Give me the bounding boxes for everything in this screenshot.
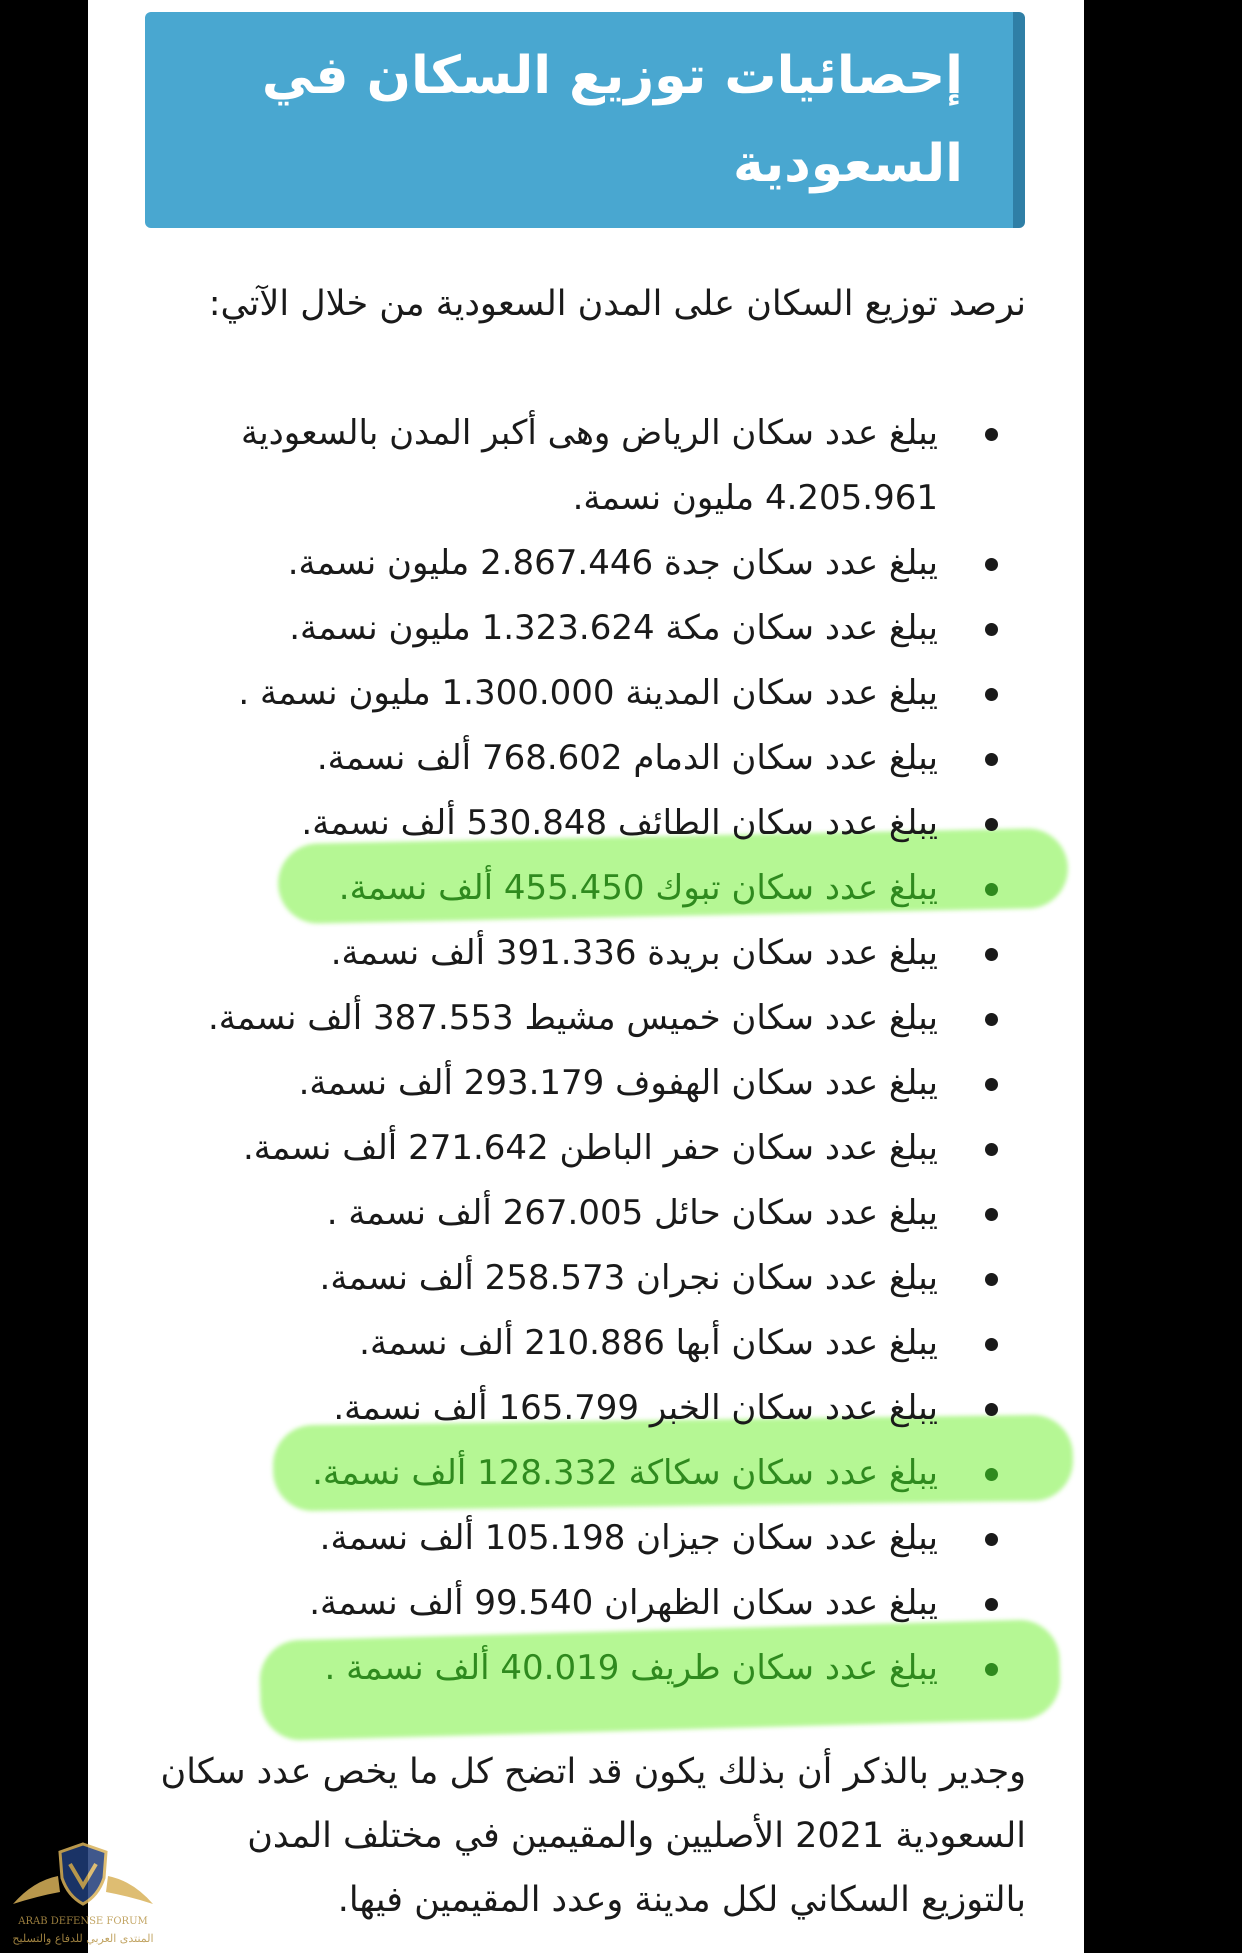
list-item <box>128 921 1026 986</box>
list-item-text: يبلغ عدد سكان سكاكة 128.332 ألف نسمة. <box>312 1453 938 1493</box>
list-item <box>128 1506 1026 1571</box>
bullet-icon <box>985 1078 998 1091</box>
bullet-icon <box>985 688 998 701</box>
list-item-text: يبلغ عدد سكان المدينة 1.300.000 مليون نسمة . <box>238 673 938 713</box>
list-item <box>128 1051 1026 1116</box>
bullet-icon <box>985 753 998 766</box>
watermark-line-2: المنتدى العربي للدفاع والتسليح <box>12 1932 154 1945</box>
list-item <box>128 596 1026 661</box>
list-item-text: يبلغ عدد سكان الهفوف 293.179 ألف نسمة. <box>298 1063 938 1103</box>
list-item-text: يبلغ عدد سكان تبوك 455.450 ألف نسمة. <box>338 868 938 908</box>
bullet-icon <box>985 1663 998 1676</box>
list-item <box>128 401 1026 531</box>
list-item-text: يبلغ عدد سكان حفر الباطن 271.642 ألف نسمة. <box>242 1128 938 1168</box>
list-item <box>128 1376 1026 1441</box>
list-item <box>128 661 1026 726</box>
bullet-icon <box>985 1273 998 1286</box>
bullet-icon <box>985 1143 998 1156</box>
list-item <box>128 986 1026 1051</box>
bullet-icon <box>985 1598 998 1611</box>
list-item-text: يبلغ عدد سكان أبها 210.886 ألف نسمة. <box>359 1323 938 1363</box>
bullet-icon <box>985 1468 998 1481</box>
forum-watermark-logo <box>8 1836 158 1951</box>
list-item-text: يبلغ عدد سكان خميس مشيط 387.553 ألف نسمة. <box>207 998 938 1038</box>
list-item <box>128 1116 1026 1181</box>
bullet-icon <box>985 1403 998 1416</box>
list-item <box>128 726 1026 791</box>
list-item-text: يبلغ عدد سكان جدة 2.867.446 مليون نسمة. <box>287 543 938 583</box>
list-item-text: يبلغ عدد سكان مكة 1.323.624 مليون نسمة. <box>289 608 938 648</box>
bullet-icon <box>985 818 998 831</box>
list-item <box>128 1181 1026 1246</box>
bullet-icon <box>985 1533 998 1546</box>
list-item-text: يبلغ عدد سكان طريف 40.019 ألف نسمة . <box>324 1648 938 1688</box>
watermark-line-1: ARAB DEFENSE FORUM <box>18 1916 148 1927</box>
list-item-text: يبلغ عدد سكان الطائف 530.848 ألف نسمة. <box>301 803 938 843</box>
list-item-text: يبلغ عدد سكان الدمام 768.602 ألف نسمة. <box>316 738 938 778</box>
list-item <box>128 791 1026 856</box>
bullet-icon <box>985 948 998 961</box>
list-item-text: يبلغ عدد سكان نجران 258.573 ألف نسمة. <box>319 1258 938 1298</box>
closing-paragraph: وجدير بالذكر أن بذلك يكون قد اتضح كل ما يخص عدد سكان السعودية 2021 الأصليين والمقيمين في مختلف المدن بالتوزيع السكاني لكل مدينة وعدد المقيمين فيها. <box>160 1752 1026 1920</box>
list-item-text: يبلغ عدد سكان حائل 267.005 ألف نسمة . <box>326 1193 938 1233</box>
list-item <box>128 1311 1026 1376</box>
bullet-icon <box>985 1338 998 1351</box>
list-item <box>128 1441 1026 1506</box>
intro-paragraph: نرصد توزيع السكان على المدن السعودية من خلال الآتي: <box>208 284 1026 324</box>
city-population-list <box>128 401 1026 1701</box>
bullet-icon <box>985 428 998 441</box>
bullet-icon <box>985 1013 998 1026</box>
list-item-text: يبلغ عدد سكان الظهران 99.540 ألف نسمة. <box>309 1583 938 1623</box>
list-item-text: يبلغ عدد سكان بريدة 391.336 ألف نسمة. <box>330 933 938 973</box>
list-item <box>128 1246 1026 1311</box>
list-item <box>128 856 1026 921</box>
title-banner <box>145 12 1025 228</box>
list-item-text: يبلغ عدد سكان الرياض وهى أكبر المدن بالسعودية 4.205.961 مليون نسمة. <box>240 413 938 518</box>
list-item <box>128 1571 1026 1636</box>
shield-wings-icon <box>8 1836 158 1916</box>
bullet-icon <box>985 558 998 571</box>
bullet-icon <box>985 883 998 896</box>
page-title: إحصائيات توزيع السكان في السعودية <box>261 46 963 194</box>
list-item-text: يبلغ عدد سكان جيزان 105.198 ألف نسمة. <box>319 1518 938 1558</box>
list-item <box>128 531 1026 596</box>
list-item-text: يبلغ عدد سكان الخبر 165.799 ألف نسمة. <box>333 1388 938 1428</box>
bullet-icon <box>985 1208 998 1221</box>
bullet-icon <box>985 623 998 636</box>
article-page <box>88 0 1084 1953</box>
list-item <box>128 1636 1026 1701</box>
